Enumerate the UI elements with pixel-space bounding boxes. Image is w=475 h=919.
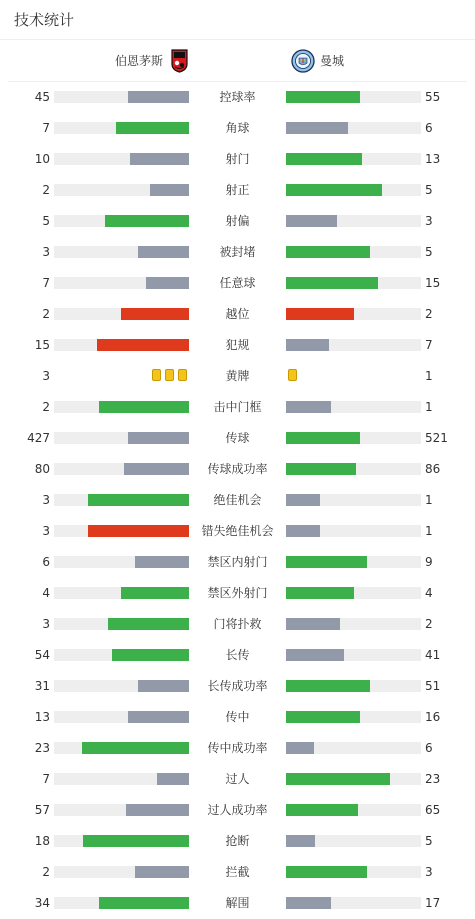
stat-row	[0, 144, 475, 175]
home-stat-value: 7	[42, 276, 50, 290]
stat-label: 任意球	[219, 276, 256, 290]
home-stat-bar	[108, 618, 189, 630]
home-stat-bar-track	[54, 680, 189, 692]
home-stat-bar	[126, 804, 189, 816]
bournemouth-crest-icon	[171, 49, 188, 73]
stat-label: 长传成功率	[207, 679, 268, 693]
home-stat-bar	[150, 184, 189, 196]
home-stat-bar-track	[54, 463, 189, 475]
stat-row	[0, 82, 475, 113]
home-stat-bar-track	[54, 339, 189, 351]
away-stat-value: 2	[425, 617, 433, 631]
away-stat-bar-track	[286, 804, 421, 816]
away-stat-value: 9	[425, 555, 433, 569]
home-team-name: 伯恩茅斯	[114, 54, 163, 68]
home-stat-value: 45	[34, 90, 50, 104]
away-stat-value: 1	[425, 524, 433, 538]
home-stat-bar-track	[54, 587, 189, 599]
away-stat-value: 41	[425, 648, 441, 662]
home-stat-value: 5	[42, 214, 50, 228]
away-stat-bar-track	[286, 91, 421, 103]
away-stat-value: 65	[425, 803, 441, 817]
home-stat-value: 427	[27, 431, 50, 445]
home-stat-bar	[97, 339, 189, 351]
away-stat-bar-track	[286, 680, 421, 692]
away-stat-bar-track	[286, 246, 421, 258]
home-stat-bar	[88, 494, 189, 506]
home-yellow-cards	[150, 369, 189, 383]
away-stat-value: 4	[425, 586, 433, 600]
away-stat-bar-track	[286, 184, 421, 196]
away-stat-bar	[286, 184, 382, 196]
stat-label: 过人成功率	[207, 803, 268, 817]
stat-row	[0, 547, 475, 578]
home-stat-bar	[128, 432, 189, 444]
home-stat-value: 23	[34, 741, 50, 755]
away-stat-bar	[286, 804, 358, 816]
away-stat-bar	[286, 897, 331, 909]
home-stat-bar	[138, 680, 189, 692]
home-stat-bar	[135, 556, 189, 568]
stat-row	[0, 733, 475, 764]
stat-row	[0, 237, 475, 268]
home-stat-bar-track	[54, 649, 189, 661]
home-stat-bar	[157, 773, 189, 785]
stat-label: 传中	[225, 710, 250, 724]
home-stat-bar	[121, 587, 189, 599]
home-stat-bar	[128, 711, 189, 723]
away-stat-bar-track	[286, 401, 421, 413]
home-stat-bar-track	[54, 91, 189, 103]
away-stat-bar-track	[286, 556, 421, 568]
home-stat-bar-track	[54, 742, 189, 754]
stat-row	[0, 516, 475, 547]
stat-row	[0, 299, 475, 330]
stat-label: 拦截	[225, 865, 250, 879]
stat-row	[0, 268, 475, 299]
home-stat-bar-track	[54, 618, 189, 630]
away-stat-bar	[286, 91, 360, 103]
stat-row	[0, 609, 475, 640]
home-stat-bar-track	[54, 897, 189, 909]
home-stat-value: 57	[34, 803, 50, 817]
away-stat-bar	[286, 773, 390, 785]
away-stat-value: 3	[425, 865, 433, 879]
home-stat-bar	[146, 277, 189, 289]
stat-label: 禁区外射门	[207, 586, 268, 600]
home-stat-value: 80	[34, 462, 50, 476]
home-stat-bar-track	[54, 525, 189, 537]
stat-label: 门将扑救	[213, 617, 262, 631]
teams-header	[8, 40, 467, 82]
home-stat-value: 54	[34, 648, 50, 662]
away-stat-bar-track	[286, 215, 421, 227]
home-stat-bar	[99, 401, 189, 413]
away-stat-bar-track	[286, 432, 421, 444]
away-stat-bar-track	[286, 494, 421, 506]
away-stat-bar	[286, 866, 367, 878]
stat-label: 越位	[225, 307, 250, 321]
away-stat-bar-track	[286, 525, 421, 537]
stat-row	[0, 764, 475, 795]
home-stat-bar-track	[54, 215, 189, 227]
stat-row	[0, 392, 475, 423]
away-stat-bar-track	[286, 587, 421, 599]
home-stat-bar	[138, 246, 189, 258]
stat-row	[0, 113, 475, 144]
home-stat-value: 31	[34, 679, 50, 693]
away-stat-value: 17	[425, 896, 441, 910]
away-stat-bar-track	[286, 835, 421, 847]
page-title: 技术统计	[14, 11, 75, 29]
away-stat-value: 7	[425, 338, 433, 352]
away-stat-bar	[286, 525, 320, 537]
away-stat-value: 5	[425, 245, 433, 259]
away-stat-bar	[286, 742, 314, 754]
home-stat-bar	[105, 215, 189, 227]
home-stat-bar-track	[54, 153, 189, 165]
away-stat-bar	[286, 835, 315, 847]
manchester-city-crest-icon	[291, 49, 315, 73]
home-stat-value: 6	[42, 555, 50, 569]
stat-label: 犯规	[225, 338, 250, 352]
home-stat-value: 3	[42, 245, 50, 259]
home-stat-bar-track	[54, 184, 189, 196]
away-stat-bar-track	[286, 308, 421, 320]
home-stat-bar	[135, 866, 189, 878]
home-stat-bar-track	[54, 711, 189, 723]
home-stat-bar	[112, 649, 189, 661]
away-stat-bar	[286, 277, 378, 289]
stat-label: 长传	[225, 648, 250, 662]
away-stat-value: 1	[425, 493, 433, 507]
home-stat-value: 34	[34, 896, 50, 910]
stat-label: 绝佳机会	[213, 493, 262, 507]
away-stat-bar-track	[286, 742, 421, 754]
home-stat-value: 10	[34, 152, 50, 166]
home-stat-bar-track	[54, 432, 189, 444]
stat-row	[0, 454, 475, 485]
away-stat-value: 16	[425, 710, 441, 724]
stat-label: 传中成功率	[207, 741, 268, 755]
stat-label: 错失绝佳机会	[201, 524, 274, 538]
home-stat-value: 7	[42, 121, 50, 135]
away-stat-value: 13	[425, 152, 441, 166]
away-stat-bar	[286, 308, 354, 320]
home-stat-bar-track	[54, 804, 189, 816]
away-stat-bar	[286, 556, 367, 568]
away-stat-bar	[286, 587, 354, 599]
away-stat-value: 51	[425, 679, 441, 693]
away-stat-bar	[286, 401, 331, 413]
away-stat-bar	[286, 711, 360, 723]
home-stat-bar	[116, 122, 189, 134]
home-stat-bar	[83, 835, 189, 847]
away-stat-bar	[286, 339, 329, 351]
away-stat-value: 15	[425, 276, 441, 290]
home-stat-bar-track	[54, 277, 189, 289]
stat-row	[0, 640, 475, 671]
away-stat-value: 6	[425, 741, 433, 755]
home-stat-value: 18	[34, 834, 50, 848]
stat-label: 角球	[225, 121, 250, 135]
away-stat-bar-track	[286, 649, 421, 661]
away-stat-bar-track	[286, 618, 421, 630]
away-stat-bar-track	[286, 773, 421, 785]
stat-row	[0, 795, 475, 826]
home-stat-bar	[82, 742, 189, 754]
away-stat-value: 1	[425, 369, 433, 383]
home-stat-value: 13	[34, 710, 50, 724]
away-stat-value: 86	[425, 462, 441, 476]
away-stat-bar	[286, 494, 320, 506]
away-stat-value: 1	[425, 400, 433, 414]
home-stat-bar-track	[54, 556, 189, 568]
header	[0, 0, 475, 40]
away-stat-bar-track	[286, 463, 421, 475]
stat-label: 黄牌	[225, 369, 250, 383]
home-stat-bar	[128, 91, 189, 103]
home-stat-bar-track	[54, 866, 189, 878]
away-stat-bar	[286, 432, 360, 444]
home-stat-bar	[130, 153, 189, 165]
home-team[interactable]	[115, 40, 188, 81]
stat-label: 过人	[225, 772, 250, 786]
home-stat-value: 3	[42, 369, 50, 383]
away-stat-bar	[286, 680, 370, 692]
stat-label: 抢断	[225, 834, 250, 848]
stat-row	[0, 857, 475, 888]
stat-label: 被封堵	[219, 245, 256, 259]
home-stat-bar-track	[54, 246, 189, 258]
home-stat-bar-track	[54, 494, 189, 506]
stat-label: 射偏	[225, 214, 250, 228]
home-stat-bar-track	[54, 773, 189, 785]
home-stat-value: 2	[42, 183, 50, 197]
away-stat-bar-track	[286, 339, 421, 351]
stat-label: 击中门框	[213, 400, 262, 414]
away-stat-bar-track	[286, 897, 421, 909]
stat-label: 射正	[225, 183, 250, 197]
stat-label: 禁区内射门	[207, 555, 268, 569]
away-stat-bar-track	[286, 153, 421, 165]
away-stat-value: 2	[425, 307, 433, 321]
away-stat-bar-track	[286, 277, 421, 289]
home-stat-bar-track	[54, 122, 189, 134]
stat-row	[0, 888, 475, 919]
home-stat-bar	[124, 463, 189, 475]
home-stat-value: 7	[42, 772, 50, 786]
away-yellow-cards	[286, 369, 299, 383]
away-stat-value: 23	[425, 772, 441, 786]
home-stat-bar	[99, 897, 189, 909]
home-stat-bar	[121, 308, 189, 320]
away-team[interactable]	[291, 40, 344, 81]
home-stat-value: 2	[42, 307, 50, 321]
stat-row	[0, 361, 475, 392]
stat-row	[0, 175, 475, 206]
away-stat-value: 3	[425, 214, 433, 228]
home-stat-value: 3	[42, 524, 50, 538]
away-stat-value: 5	[425, 834, 433, 848]
home-stat-bar-track	[54, 401, 189, 413]
home-stat-value: 3	[42, 493, 50, 507]
yellow-card-icon	[288, 369, 297, 381]
away-stat-bar	[286, 649, 344, 661]
yellow-card-icon	[165, 369, 174, 381]
away-stat-bar	[286, 153, 362, 165]
stat-row	[0, 671, 475, 702]
stat-row	[0, 702, 475, 733]
stat-row	[0, 826, 475, 857]
stat-label: 解围	[225, 896, 250, 910]
away-stat-bar-track	[286, 122, 421, 134]
home-stat-value: 4	[42, 586, 50, 600]
stat-label: 传球	[225, 431, 250, 445]
away-stat-bar-track	[286, 711, 421, 723]
home-stat-bar-track	[54, 835, 189, 847]
stat-label: 射门	[225, 152, 250, 166]
home-stat-value: 2	[42, 865, 50, 879]
home-stat-bar-track	[54, 308, 189, 320]
home-stat-bar	[88, 525, 189, 537]
yellow-card-icon	[152, 369, 161, 381]
stat-row	[0, 578, 475, 609]
away-stat-value: 6	[425, 121, 433, 135]
yellow-card-icon	[178, 369, 187, 381]
stat-label: 控球率	[219, 90, 256, 104]
home-stat-value: 2	[42, 400, 50, 414]
away-stat-bar	[286, 215, 337, 227]
stat-label: 传球成功率	[207, 462, 268, 476]
stat-row	[0, 485, 475, 516]
away-stat-value: 55	[425, 90, 441, 104]
away-stat-bar	[286, 246, 370, 258]
away-stat-bar	[286, 122, 348, 134]
away-stat-value: 5	[425, 183, 433, 197]
away-team-name: 曼城	[320, 54, 345, 68]
stat-row	[0, 423, 475, 454]
home-stat-value: 3	[42, 617, 50, 631]
away-stat-bar	[286, 618, 340, 630]
away-stat-value: 521	[425, 431, 448, 445]
away-stat-bar	[286, 463, 356, 475]
away-stat-bar-track	[286, 866, 421, 878]
home-stat-value: 15	[34, 338, 50, 352]
stat-row	[0, 206, 475, 237]
stat-row	[0, 330, 475, 361]
